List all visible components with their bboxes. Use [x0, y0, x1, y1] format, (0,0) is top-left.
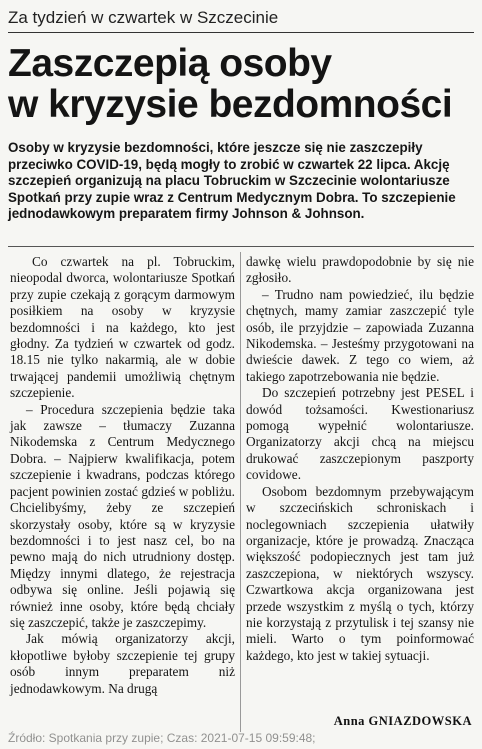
column-divider: [240, 252, 241, 732]
paragraph: Do szczepień potrzebny jest PESEL i dowód tożsamości. Kwestionariusz pomogą wypełnić wolontariusze. Organizatorzy akcji chcą na miejscu drukować zaszczepionym paszporty covidowe.: [246, 385, 474, 483]
article-lead: Osoby w kryzysie bezdomności, które jeszcze się nie zaszczepiły przeciwko COVID-19, będą mogły to zrobić w czwartek 22 lipca. Akcję szczepień organizują na placu Tobruckim w Szczecinie wolontariusze Spotkań przy zupie wraz z Centrum Medycznym Dobra. To szczepienie jednodawkowym preparatem firmy Johnson & Johnson.: [8, 140, 456, 222]
article-headline: Zaszczepią osoby w kryzysie bezdomności: [8, 42, 453, 126]
paragraph: Jak mówią organizatorzy akcji, kłopotliwe byłoby szczepienie tej grupy osób innym preparatem niż jednodawkowym. Na drugą: [10, 631, 235, 696]
article-kicker: Za tydzień w czwartek w Szczecinie: [8, 8, 474, 33]
source-watermark: Źródło: Spotkania przy zupie; Czas: 2021-07-15 09:59:48;: [8, 731, 316, 745]
paragraph: Co czwartek na pl. Tobruckim, nieopodal dworca, wolontariusze Spotkań przy zupie czekają z gorącym darmowym posiłkiem na osoby w kryzysie bezdomności i na każdego, kto jest głodny. Za tydzień w czwartek od godz. 18.15 nie tylko nakarmią, ale w dobie trwającej pandemii umożliwią chętnym szczepienie.: [10, 254, 235, 401]
paragraph: dawkę wielu prawdopodobnie by się nie zgłosiło.: [246, 254, 474, 286]
paragraph: – Procedura szczepienia będzie taka jak zawsze – tłumaczy Zuzanna Nikodemska z Centrum Medycznego Dobra. – Najpierw kwalifikacja, potem szczepienie i kwadrans, podczas którego pacjent powinien zostać gdzieś w pobliżu. Chcielibyśmy, żeby ze szczepień skorzystały osoby, które są w kryzysie bezdomności i to jest nasz cel, bo na pewno mają do nich utrudniony dostęp. Między innymi dlatego, że rejestracja odbywa się online. Jeśli pojawią się również inne osoby, które będą chciały się zaszczepić, także je zaszczepimy.: [10, 401, 235, 630]
right-column: [246, 254, 474, 664]
paragraph: – Trudno nam powiedzieć, ilu będzie chętnych, mamy zamiar zaszczepić tyle osób, ile przyjdzie – zapowiada Zuzanna Nikodemska. – Jesteśmy przygotowani na dwieście dawek. Z tego co wiem, aż takiego zapotrzebowania nie będzie.: [246, 286, 474, 384]
lead-divider: [8, 246, 474, 247]
paragraph: Osobom bezdomnym przebywającym w szczecińskich schroniskach i noclegowniach szczepienia ułatwiły organizacje, które je prowadzą. Znacząca większość podopiecznych jest tam już zaszczepiona, w niektórych wszyscy. Czwartkowa akcja organizowana jest przede wszystkim z myślą o tych, którzy nie korzystają z przytulisk i tej szansy nie mieli. Warto o tym poinformować każdego, kto jest w takiej sytuacji.: [246, 483, 474, 663]
article-author: Anna GNIAZDOWSKA: [333, 714, 472, 728]
left-column: [10, 254, 235, 697]
